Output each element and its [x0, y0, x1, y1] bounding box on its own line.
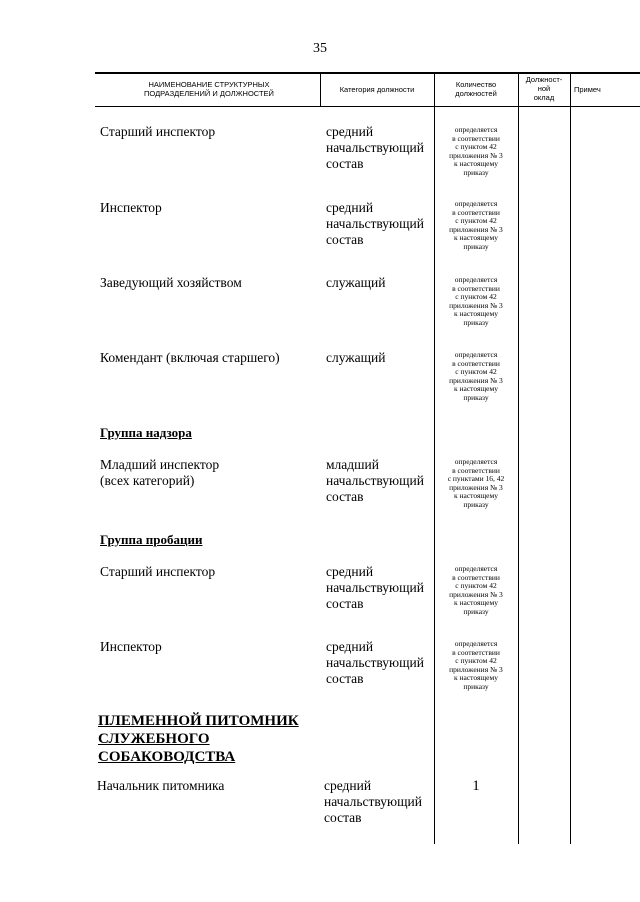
- column-divider-4: [570, 72, 571, 844]
- position-quantity: [434, 640, 518, 691]
- header-salary-line2: ной: [537, 84, 551, 93]
- header-salary-line1: Должност-: [525, 75, 563, 84]
- quantity-line: в соответствии: [452, 133, 500, 143]
- quantity-line: с пунктом 42: [455, 292, 497, 301]
- header-note: Примеч: [574, 85, 601, 94]
- position-name: Начальник питомника: [97, 778, 225, 793]
- category-line: начальствующий: [324, 794, 422, 809]
- quantity-line: приложения № 3: [449, 375, 503, 385]
- quantity-line: определяется: [454, 275, 498, 284]
- position-category: [326, 457, 424, 505]
- section-heading-breeding-kennel: [98, 712, 299, 766]
- position-quantity: [434, 565, 518, 616]
- section-heading-line: СОБАКОВОДСТВА: [98, 749, 236, 765]
- quantity-line: к настоящему: [453, 233, 499, 242]
- quantity-line: приложения № 3: [449, 664, 503, 674]
- category-line: средний: [326, 639, 374, 654]
- quantity-line: к настоящему: [453, 673, 499, 682]
- quantity-line: с пунктом 42: [455, 581, 497, 590]
- column-divider-1: [320, 72, 321, 107]
- header-name: [100, 80, 318, 98]
- category-line: состав: [324, 810, 362, 825]
- section-heading-line: ПЛЕМЕННОЙ ПИТОМНИК: [98, 713, 299, 729]
- position-name: Комендант (включая старшего): [100, 350, 280, 365]
- quantity-line: с пунктом 42: [455, 142, 497, 151]
- quantity-line: в соответствии: [452, 358, 500, 368]
- category-line: начальствующий: [326, 580, 424, 595]
- position-category: [326, 275, 385, 291]
- quantity-line: с пунктами 16, 42: [447, 474, 505, 483]
- header-quantity-line1: Количество: [455, 80, 497, 89]
- quantity-line: в соответствии: [452, 207, 500, 217]
- quantity-line: в соответствии: [452, 647, 500, 657]
- quantity-line: в соответствии: [452, 572, 500, 582]
- quantity-line: определяется: [454, 639, 498, 648]
- quantity-line: приказу: [463, 167, 489, 177]
- position-category: [326, 639, 424, 687]
- quantity-line: приложения № 3: [449, 482, 503, 492]
- quantity-line: приложения № 3: [449, 589, 503, 599]
- position-quantity: [434, 200, 518, 251]
- page-number: 35: [313, 41, 327, 56]
- header-salary: [520, 75, 568, 102]
- category-line: средний: [326, 124, 374, 139]
- quantity-line: к настоящему: [453, 491, 499, 500]
- quantity-line: приложения № 3: [449, 300, 503, 310]
- quantity-line: определяется: [454, 350, 498, 359]
- position-quantity: 1: [472, 778, 480, 794]
- table-top-rule: [95, 72, 640, 74]
- group-heading-probation: Группа пробации: [100, 532, 203, 547]
- category-line: начальствующий: [326, 473, 424, 488]
- quantity-line: к настоящему: [453, 384, 499, 393]
- quantity-line: к настоящему: [453, 309, 499, 318]
- category-line: служащий: [326, 275, 386, 290]
- position-category: [326, 200, 424, 248]
- category-line: состав: [326, 232, 364, 247]
- category-line: начальствующий: [326, 216, 424, 231]
- quantity-line: приказу: [463, 681, 489, 691]
- position-category: [326, 124, 424, 172]
- quantity-line: приказу: [463, 499, 489, 509]
- quantity-line: к настоящему: [453, 598, 499, 607]
- quantity-line: приложения № 3: [449, 224, 503, 234]
- category-line: начальствующий: [326, 140, 424, 155]
- header-name-line2: ПОДРАЗДЕЛЕНИЙ И ДОЛЖНОСТЕЙ: [144, 89, 274, 98]
- position-name: Старший инспектор: [100, 564, 216, 579]
- quantity-line: определяется: [454, 564, 498, 573]
- quantity-line: определяется: [454, 457, 498, 466]
- quantity-line: с пунктом 42: [455, 216, 497, 225]
- position-name: Старший инспектор: [100, 124, 216, 139]
- position-name: [100, 457, 219, 489]
- position-quantity: [434, 458, 518, 509]
- position-name: Заведующий хозяйством: [100, 275, 242, 290]
- header-salary-line3: оклад: [533, 93, 555, 102]
- quantity-line: приложения № 3: [449, 150, 503, 160]
- category-line: средний: [326, 200, 374, 215]
- position-quantity: [434, 126, 518, 177]
- header-quantity: [436, 80, 516, 98]
- header-category: Категория должности: [339, 85, 415, 94]
- name-line: (всех категорий): [100, 473, 195, 488]
- section-heading-line: СЛУЖЕБНОГО: [98, 731, 210, 747]
- category-line: служащий: [326, 350, 386, 365]
- quantity-line: приказу: [463, 392, 489, 402]
- quantity-line: к настоящему: [453, 159, 499, 168]
- category-line: начальствующий: [326, 655, 424, 670]
- quantity-line: с пунктом 42: [455, 656, 497, 665]
- quantity-line: приказу: [463, 241, 489, 251]
- position-quantity: [434, 351, 518, 402]
- header-quantity-line2: должностей: [455, 89, 497, 98]
- category-line: состав: [326, 671, 364, 686]
- quantity-line: определяется: [454, 199, 498, 208]
- position-category: [324, 778, 422, 826]
- column-divider-3: [518, 72, 519, 844]
- category-line: средний: [324, 778, 372, 793]
- quantity-line: приказу: [463, 317, 489, 327]
- quantity-line: с пунктом 42: [455, 367, 497, 376]
- quantity-line: в соответствии: [452, 465, 500, 475]
- position-category: [326, 350, 385, 366]
- header-name-line1: НАИМЕНОВАНИЕ СТРУКТУРНЫХ: [148, 80, 270, 89]
- category-line: средний: [326, 564, 374, 579]
- category-line: состав: [326, 489, 364, 504]
- group-heading-supervision: Группа надзора: [100, 425, 192, 440]
- category-line: младший: [326, 457, 379, 472]
- quantity-line: в соответствии: [452, 283, 500, 293]
- category-line: состав: [326, 596, 364, 611]
- name-line: Младший инспектор: [100, 457, 220, 472]
- quantity-line: приказу: [463, 606, 489, 616]
- position-name: Инспектор: [100, 200, 162, 215]
- position-category: [326, 564, 424, 612]
- position-name: Инспектор: [100, 639, 162, 654]
- position-quantity: [434, 276, 518, 327]
- quantity-line: определяется: [454, 125, 498, 134]
- header-bottom-rule: [95, 106, 640, 107]
- category-line: состав: [326, 156, 364, 171]
